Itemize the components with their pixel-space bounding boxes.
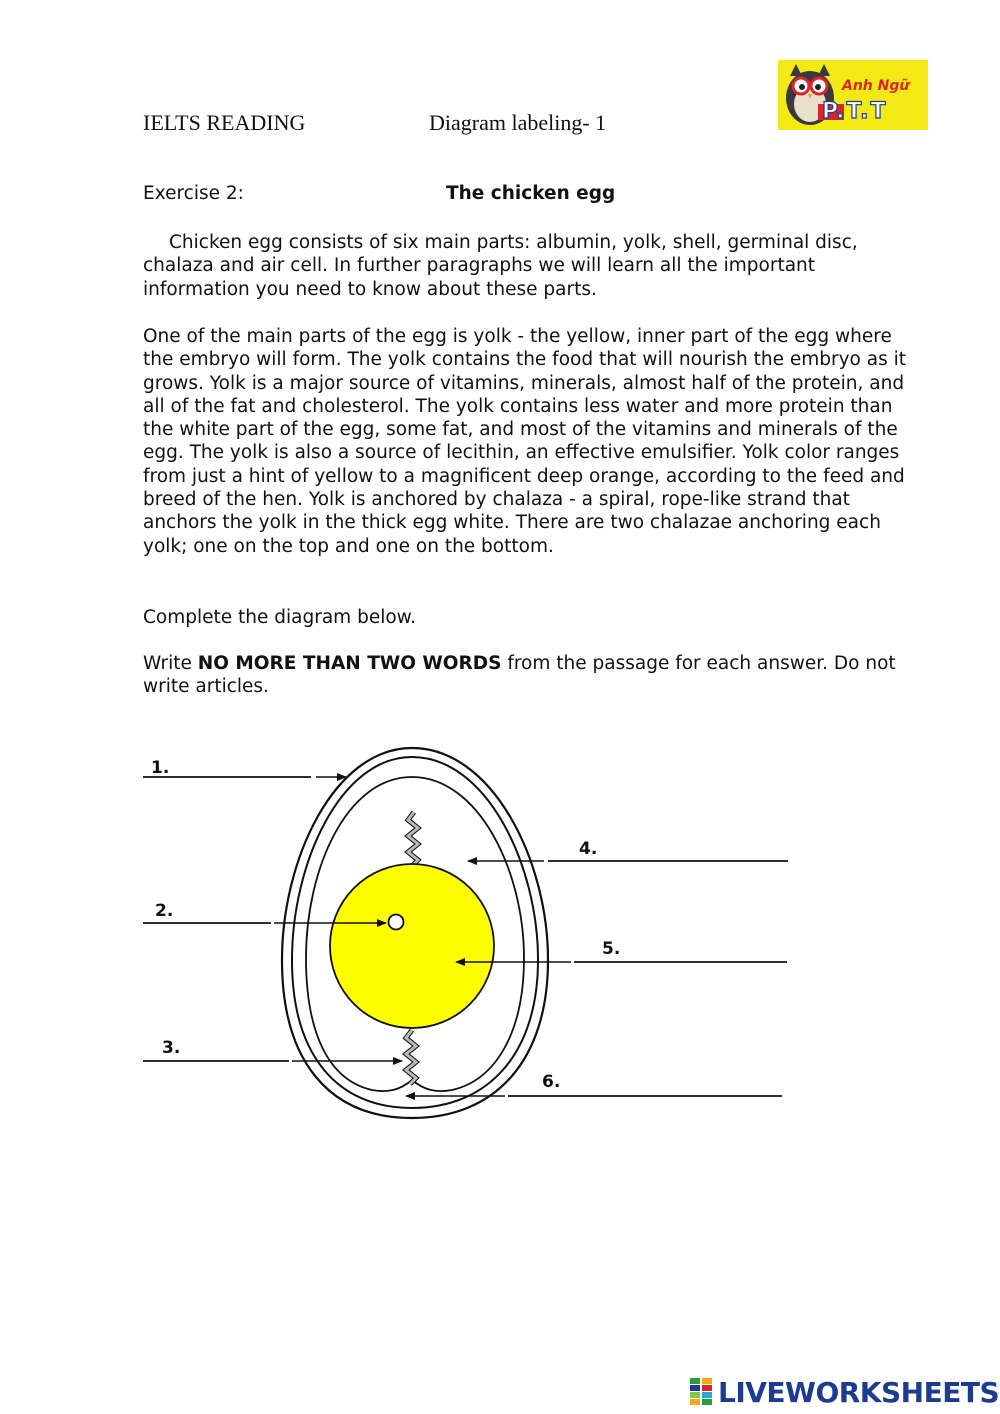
chicken-egg-diagram <box>0 700 1000 1160</box>
liveworksheets-brand-text: LIVEWORKSHEETS <box>718 1375 1000 1409</box>
instruction-suffix: from the passage for each answer. Do not write articles. <box>143 653 896 698</box>
liveworksheets-brand <box>690 1374 999 1410</box>
label-5: 5. <box>602 939 621 959</box>
label-4: 4. <box>579 839 598 859</box>
anh-ngu-ptt-logo <box>778 60 928 130</box>
liveworksheets-logo-icon <box>690 1378 712 1406</box>
instruction-complete-diagram: Complete the diagram below. <box>143 607 416 628</box>
instruction-prefix: Write <box>143 653 198 674</box>
instruction-word-limit-bold: NO MORE THAN TWO WORDS <box>197 653 502 674</box>
label-1: 1. <box>151 758 170 778</box>
passage-paragraph-2: One of the main parts of the egg is yolk - the yellow, inner part of the egg where the embryo will form. The yolk contains the food that will nourish the embryo as it grows. Yolk is a major source of vitamins, minerals, almost half of the protein, and all of the fat and cholesterol. The yolk contains less water and more protein than the white part of the egg, some fat, and most of the vitamins and minerals of the egg. The yolk is also a source of lecithin, an effective emulsifier. Yolk color ranges from just a hint of yellow to a magnificent deep orange, according to the feed and breed of the hen. Yolk is anchored by chalaza - a spiral, rope-like strand that anchors the yolk in the thick egg white. There are two chalazae anchoring each yolk; one on the top and one on the bottom. <box>143 326 906 557</box>
owl-logo-graphic <box>778 60 928 130</box>
germinal-disc <box>389 915 404 930</box>
header-left-title: IELTS READING <box>143 110 306 135</box>
label-2: 2. <box>155 901 174 921</box>
exercise-label: Exercise 2: <box>143 183 244 204</box>
label-6: 6. <box>542 1072 561 1092</box>
label-3: 3. <box>162 1038 181 1058</box>
yolk <box>330 864 494 1028</box>
header-right-title: Diagram labeling- 1 <box>429 110 607 135</box>
instruction-word-limit <box>143 652 923 699</box>
exercise-title: The chicken egg <box>446 183 616 204</box>
passage-paragraph-1: Chicken egg consists of six main parts: albumin, yolk, shell, germinal disc, chalaza and air cell. In further paragraphs we will learn all the important information you need to know about these parts. <box>143 232 858 300</box>
logo-line2: P.T.T <box>822 99 888 124</box>
logo-line1: Anh Ngữ <box>842 78 910 94</box>
